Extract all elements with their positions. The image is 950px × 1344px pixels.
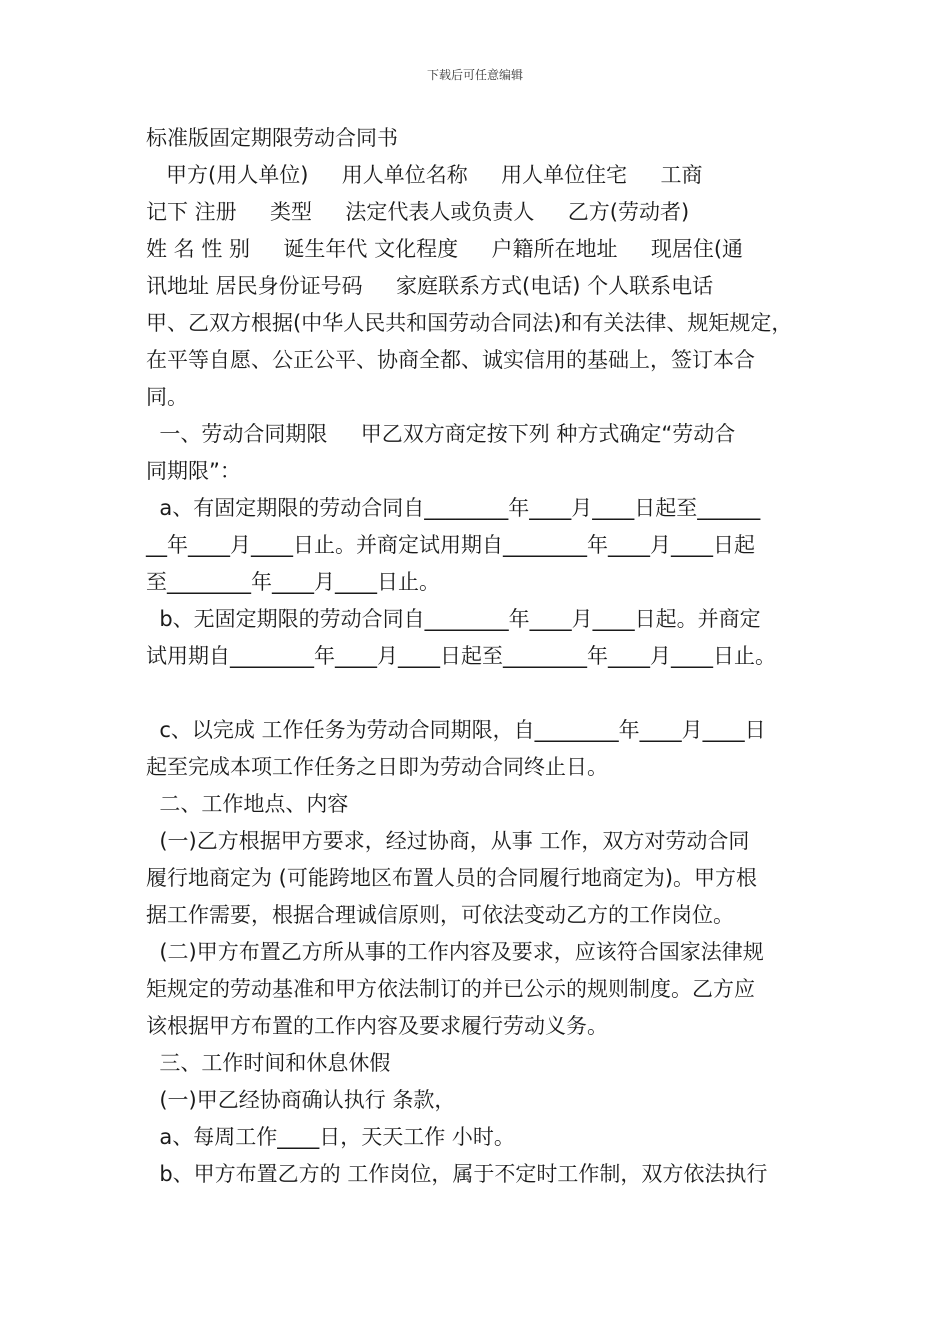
paragraph-line: 据工作需要，根据合理诚信原则，可依法变动乙方的工作岗位。 (146, 903, 734, 927)
paragraph-line: 该根据甲方布置的工作内容及要求履行劳动义务。 (146, 1014, 608, 1038)
paragraph-line: 履行地商定为 (可能跨地区布置人员的合同履行地商定为)。甲方根 (146, 866, 758, 890)
paragraph-line: 试用期自________年____月____日起至________年____月____日止。 (146, 644, 776, 668)
paragraph-line: 一、劳动合同期限 甲乙双方商定按下列 种方式确定“劳动合 (146, 422, 736, 446)
paragraph-line: 三、工作时间和休息休假 (146, 1051, 391, 1075)
blank-line (146, 675, 826, 712)
paragraph-line: a、每周工作____日，天天工作 小时。 (146, 1125, 515, 1149)
paragraph-line: 甲方(用人单位) 用人单位名称 用人单位住宅 工商 (146, 163, 703, 187)
paragraph-line: 讯地址 居民身份证号码 家庭联系方式(电话) 个人联系电话 (146, 274, 714, 298)
paragraph-line: b、甲方布置乙方的 工作岗位，属于不定时工作制，双方依法执行 (146, 1162, 768, 1186)
paragraph-line: 姓 名 性 别 诞生年代 文化程度 户籍所在地址 现居住(通 (146, 237, 744, 261)
document-body (146, 120, 826, 1193)
paragraph-line: (一)甲乙经协商确认执行 条款， (146, 1088, 456, 1112)
paragraph-line: a、有固定期限的劳动合同自________年____月____日起至______ (146, 496, 761, 520)
paragraph-line: 记下 注册 类型 法定代表人或负责人 乙方(劳动者) (146, 200, 690, 224)
paragraph-line: (一)乙方根据甲方要求，经过协商，从事 工作，双方对劳动合同 (146, 829, 750, 853)
paragraph-line: 甲、乙双方根据(中华人民共和国劳动合同法)和有关法律、规矩规定， (146, 311, 793, 335)
paragraph-line: 起至完成本项工作任务之日即为劳动合同终止日。 (146, 755, 608, 779)
paragraph-line: 至________年____月____日止。 (146, 570, 440, 594)
paragraph-line: c、以完成 工作任务为劳动合同期限，自________年____月____日 (146, 718, 766, 742)
paragraph-line: (二)甲方布置乙方所从事的工作内容及要求，应该符合国家法律规 (146, 940, 764, 964)
paragraph-line: __年____月____日止。并商定试用期自________年____月____日起 (146, 533, 755, 557)
paragraph-line: 在平等自愿、公正公平、协商全都、诚实信用的基础上，签订本合 (146, 348, 755, 372)
paragraph-line: b、无固定期限的劳动合同自________年____月____日起。并商定 (146, 607, 761, 631)
document-lines (146, 157, 826, 1193)
document-title: 标准版固定期限劳动合同书 (146, 126, 398, 150)
paragraph-line: 同。 (146, 385, 188, 409)
page-header: 下载后可任意编辑 (426, 68, 523, 82)
paragraph-line: 矩规定的劳动基准和甲方依法制订的并已公示的规则制度。乙方应 (146, 977, 755, 1001)
paragraph-line: 同期限”： (146, 459, 241, 483)
paragraph-line: 二、工作地点、内容 (146, 792, 349, 816)
